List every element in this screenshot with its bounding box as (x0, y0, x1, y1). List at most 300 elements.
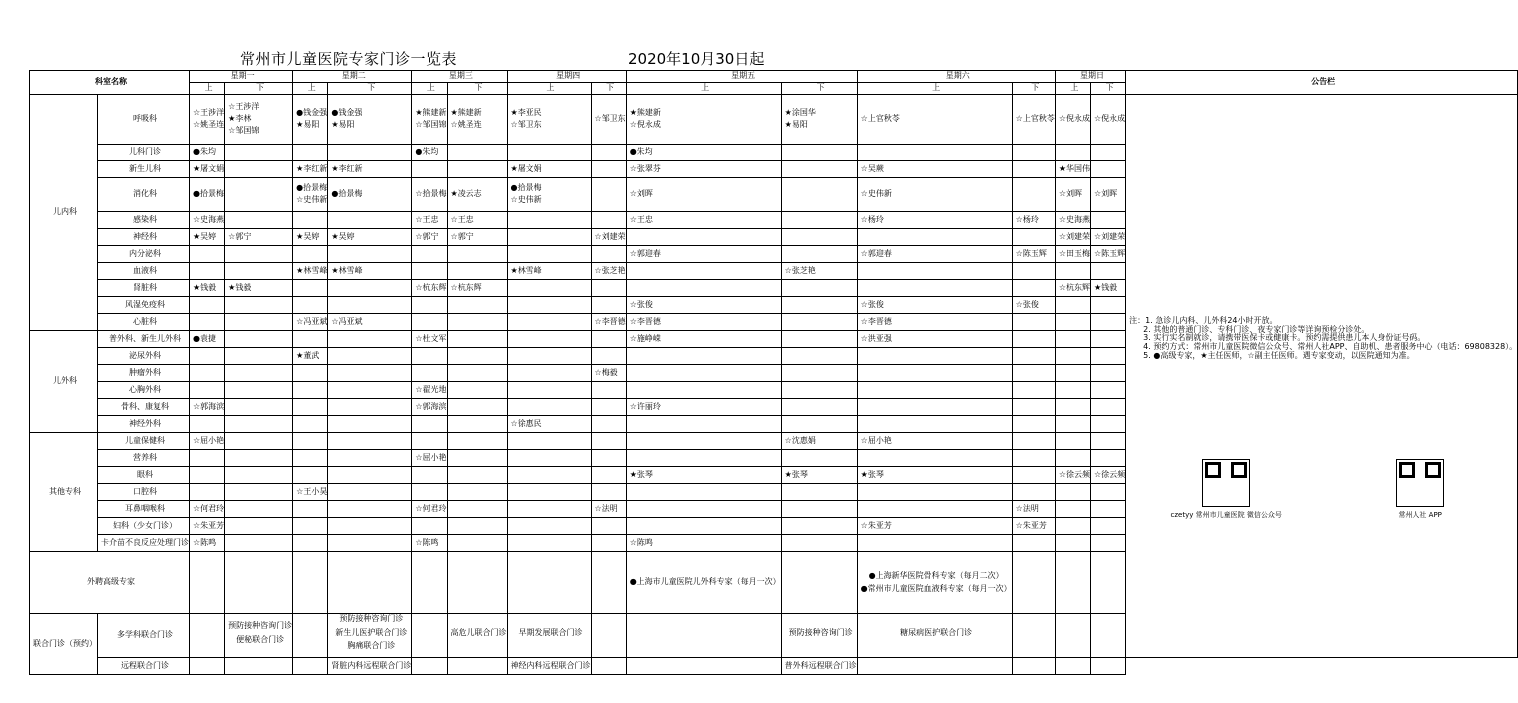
schedule-cell (1055, 314, 1090, 331)
schedule-cell (591, 365, 626, 382)
schedule-cell (1091, 365, 1126, 382)
am-header: 上 (507, 83, 591, 95)
dept-name: 儿科门诊 (98, 145, 190, 161)
pm-header: 下 (591, 83, 626, 95)
schedule-cell (225, 331, 293, 348)
schedule-cell (328, 433, 412, 450)
schedule-cell (447, 178, 507, 212)
dept-name: 消化科 (98, 178, 190, 212)
schedule-cell (1091, 229, 1126, 246)
pm-header: 下 (781, 83, 857, 95)
schedule-cell (626, 416, 781, 433)
schedule-cell (626, 331, 781, 348)
schedule-cell (447, 535, 507, 552)
schedule-cell (412, 484, 447, 501)
schedule-cell (507, 501, 591, 518)
schedule-cell (328, 280, 412, 297)
schedule-cell (857, 161, 1012, 178)
schedule-cell (225, 365, 293, 382)
external-expert: ●上海新华医院骨科专家（每月二次） (868, 570, 1004, 580)
qr-caption: 常州人社 APP (1398, 510, 1442, 519)
pm-header: 下 (1091, 83, 1126, 95)
doctor-name: ☆郭宁 (228, 231, 252, 241)
doctor-name: ★李红新 (331, 163, 363, 173)
schedule-cell (328, 145, 412, 161)
schedule-cell (447, 450, 507, 467)
schedule-cell (225, 212, 293, 229)
schedule-cell (591, 382, 626, 399)
wechat-qr (1170, 459, 1282, 519)
schedule-cell (328, 501, 412, 518)
schedule-cell (1055, 95, 1090, 145)
schedule-cell (447, 365, 507, 382)
schedule-cell (412, 535, 447, 552)
doctor-name: ☆上官秋苓 (1015, 114, 1055, 124)
doctor-name: ★林雪峰 (331, 265, 363, 275)
schedule-cell (225, 297, 293, 314)
schedule-cell (293, 348, 328, 365)
doctor-name: ☆刘晖 (1094, 189, 1118, 199)
schedule-cell (190, 246, 225, 263)
dept-name: 口腔科 (98, 484, 190, 501)
schedule-cell (1091, 178, 1126, 212)
schedule-cell (447, 518, 507, 535)
schedule-cell (328, 399, 412, 416)
dept-name: 神经外科 (98, 416, 190, 433)
schedule-cell (293, 161, 328, 178)
schedule-cell (190, 416, 225, 433)
schedule-cell (591, 399, 626, 416)
schedule-cell (1055, 518, 1090, 535)
schedule-cell (857, 263, 1012, 280)
schedule-cell (328, 365, 412, 382)
schedule-cell (1055, 501, 1090, 518)
doctor-name: ●袁捷 (193, 333, 216, 343)
dept-name: 感染科 (98, 212, 190, 229)
am-header: 上 (626, 83, 781, 95)
schedule-cell (591, 552, 626, 614)
doctor-name: ★熊建新 (629, 108, 661, 118)
schedule-cell (1055, 433, 1090, 450)
multi-label: 多学科联合门诊 (98, 614, 190, 658)
schedule-cell (591, 484, 626, 501)
schedule-cell (626, 433, 781, 450)
schedule-cell (507, 178, 591, 212)
qr-code-icon (1202, 459, 1250, 507)
schedule-cell (507, 331, 591, 348)
doctor-name: ☆上官秋苓 (860, 114, 900, 124)
schedule-cell (591, 450, 626, 467)
doctor-name: ☆杭东辉 (1058, 282, 1090, 292)
schedule-cell (328, 246, 412, 263)
joint-clinic: 新生儿医护联合门诊 (335, 627, 408, 637)
schedule-cell (781, 212, 857, 229)
doctor-name: ☆郭海滨 (415, 401, 447, 411)
schedule-cell (225, 518, 293, 535)
schedule-cell (190, 95, 225, 145)
doctor-name: ★张琴 (784, 469, 808, 479)
schedule-cell (1091, 552, 1126, 614)
schedule-cell (507, 212, 591, 229)
notice-line: 4. 预约方式：常州市儿童医院微信公众号、常州人社APP、自助机、患者服务中心（电话：69808328）。 (1143, 342, 1518, 352)
qr-code-icon (1396, 459, 1444, 507)
doctor-name: ☆陈鸣 (415, 537, 439, 547)
schedule-cell (591, 212, 626, 229)
schedule-cell (1055, 263, 1090, 280)
doctor-name: ★李林 (228, 114, 252, 124)
schedule-cell (507, 518, 591, 535)
schedule-cell (1012, 501, 1055, 518)
doctor-name: ☆杨玲 (1015, 214, 1039, 224)
schedule-cell (412, 348, 447, 365)
doctor-name: ●朱均 (629, 147, 653, 157)
schedule-cell (1012, 229, 1055, 246)
remote-clinic: 肾脏内科远程联合门诊 (331, 660, 412, 670)
doctor-name: ☆刘建荣 (594, 231, 626, 241)
schedule-cell (591, 348, 626, 365)
schedule-cell (781, 297, 857, 314)
schedule-cell (781, 484, 857, 501)
schedule-cell (626, 484, 781, 501)
schedule-cell (857, 212, 1012, 229)
schedule-cell (1055, 365, 1090, 382)
schedule-cell (328, 467, 412, 484)
schedule-cell (225, 178, 293, 212)
doctor-name: ☆施峥嵘 (629, 333, 661, 343)
doctor-name: ☆冯亚斌 (296, 316, 328, 326)
schedule-cell (781, 501, 857, 518)
schedule-cell (857, 246, 1012, 263)
schedule-cell (1012, 331, 1055, 348)
doctor-name: ☆法明 (594, 503, 618, 513)
schedule-cell (626, 552, 781, 614)
schedule-cell (293, 518, 328, 535)
external-expert: ●上海市儿童医院儿外科专家（每月一次） (629, 577, 781, 587)
schedule-cell (412, 314, 447, 331)
schedule-cell (1012, 178, 1055, 212)
schedule-cell (1091, 450, 1126, 467)
schedule-cell (781, 399, 857, 416)
schedule-cell (626, 501, 781, 518)
doctor-name: ☆倪永成 (629, 120, 661, 129)
schedule-cell (447, 399, 507, 416)
schedule-cell (225, 399, 293, 416)
schedule-cell (507, 280, 591, 297)
schedule-cell (1055, 229, 1090, 246)
qr-caption: czetyy 常州市儿童医院 微信公众号 (1170, 510, 1282, 519)
schedule-cell (190, 433, 225, 450)
schedule-cell (781, 229, 857, 246)
doctor-name: ★熊建新 (450, 108, 482, 118)
schedule-cell (1091, 246, 1126, 263)
dept-name: 妇科（少女门诊） (98, 518, 190, 535)
doctor-name: ☆冯亚斌 (331, 316, 363, 326)
schedule-cell (1055, 212, 1090, 229)
schedule-cell (293, 178, 328, 212)
schedule-cell (190, 658, 225, 675)
schedule-cell (293, 314, 328, 331)
schedule-cell (1055, 484, 1090, 501)
schedule-cell (857, 518, 1012, 535)
dept-name: 儿童保健科 (98, 433, 190, 450)
remote-row (30, 658, 1518, 675)
schedule-cell (293, 95, 328, 145)
schedule-cell (293, 365, 328, 382)
doctor-name: ☆朱亚芳 (193, 520, 225, 530)
schedule-cell (190, 399, 225, 416)
schedule-cell (1012, 552, 1055, 614)
schedule-cell (1055, 297, 1090, 314)
schedule-cell (328, 297, 412, 314)
doctor-name: ☆张芝艳 (594, 265, 626, 275)
schedule-cell (190, 297, 225, 314)
notice-header: 公告栏 (1126, 71, 1518, 95)
schedule-cell (225, 467, 293, 484)
doctor-name: ☆刘建荣 (1094, 231, 1126, 241)
schedule-cell (328, 552, 412, 614)
schedule-cell (328, 161, 412, 178)
schedule-cell (328, 614, 412, 658)
doctor-name: ☆邹卫东 (594, 114, 626, 124)
schedule-cell (1091, 145, 1126, 161)
schedule-cell (328, 314, 412, 331)
schedule-cell (447, 95, 507, 145)
schedule-cell (412, 467, 447, 484)
group-label-internal: 儿内科 (30, 95, 98, 331)
doctor-name: ☆拾景梅 (415, 189, 447, 199)
schedule-cell (857, 229, 1012, 246)
doctor-name: ☆姚圣连 (193, 120, 225, 129)
day-header: 星期二 (293, 71, 412, 83)
doctor-name: ☆邹卫东 (510, 120, 542, 129)
schedule-cell (857, 552, 1012, 614)
schedule-cell (781, 178, 857, 212)
schedule-cell (225, 658, 293, 675)
schedule-cell (626, 658, 781, 675)
schedule-cell (1091, 280, 1126, 297)
schedule-cell (447, 501, 507, 518)
schedule-cell (447, 229, 507, 246)
schedule-cell (328, 535, 412, 552)
schedule-cell (293, 229, 328, 246)
schedule-cell (293, 212, 328, 229)
doctor-name: ☆王忠 (450, 214, 474, 224)
schedule-cell (1012, 450, 1055, 467)
schedule-cell (626, 280, 781, 297)
schedule-cell (1012, 484, 1055, 501)
schedule-cell (1012, 161, 1055, 178)
doctor-name: ●钱金强 (331, 108, 363, 118)
schedule-cell (225, 314, 293, 331)
schedule-cell (507, 161, 591, 178)
schedule-cell (591, 297, 626, 314)
schedule-cell (1055, 280, 1090, 297)
schedule-cell (447, 145, 507, 161)
schedule-cell (328, 416, 412, 433)
schedule-cell (447, 433, 507, 450)
external-expert: ●常州市儿童医院血液科专家（每月一次） (860, 583, 1012, 593)
schedule-cell (447, 614, 507, 658)
app-qr (1385, 459, 1455, 519)
doctor-name: ★涂国华 (784, 108, 816, 118)
schedule-cell (1091, 484, 1126, 501)
doctor-name: ☆李晋德 (594, 316, 626, 326)
schedule-cell (1091, 535, 1126, 552)
schedule-cell (781, 280, 857, 297)
schedule-cell (293, 399, 328, 416)
schedule-cell (412, 501, 447, 518)
doctor-name: ☆吴蕨 (860, 163, 884, 173)
schedule-cell (412, 365, 447, 382)
schedule-cell (626, 348, 781, 365)
doctor-name: ☆郭迎春 (629, 248, 661, 258)
schedule-cell (412, 246, 447, 263)
schedule-cell (591, 501, 626, 518)
schedule-cell (190, 535, 225, 552)
schedule-cell (1012, 145, 1055, 161)
dept-name: 血液科 (98, 263, 190, 280)
schedule-cell (857, 658, 1012, 675)
doctor-name: ☆张俊 (1015, 299, 1039, 309)
schedule-cell (1091, 331, 1126, 348)
doctor-name: ☆倪永成 (1058, 114, 1090, 124)
schedule-cell (1091, 212, 1126, 229)
schedule-cell (225, 552, 293, 614)
schedule-cell (857, 95, 1012, 145)
schedule-cell (1091, 95, 1126, 145)
doctor-name: ★钱毅 (1094, 282, 1118, 292)
page-title: 常州市儿童医院专家门诊一览表 (240, 50, 458, 68)
schedule-cell (293, 416, 328, 433)
schedule-cell (328, 263, 412, 280)
schedule-cell (857, 280, 1012, 297)
schedule-cell (507, 484, 591, 501)
schedule-cell (412, 399, 447, 416)
doctor-name: ☆郭宁 (415, 231, 439, 241)
schedule-cell (447, 552, 507, 614)
doctor-name: ☆杨玲 (860, 214, 884, 224)
schedule-cell (507, 95, 591, 145)
schedule-cell (781, 518, 857, 535)
schedule-cell (626, 229, 781, 246)
am-header: 上 (412, 83, 447, 95)
schedule-cell (190, 484, 225, 501)
schedule-cell (328, 331, 412, 348)
schedule-cell (857, 614, 1012, 658)
doctor-name: ☆朱亚芳 (860, 520, 892, 530)
schedule-cell (857, 145, 1012, 161)
schedule-cell (1012, 382, 1055, 399)
effective-date: 2020年10月30日起 (628, 50, 765, 68)
doctor-name: ●拾景梅 (296, 183, 328, 193)
schedule-cell (1091, 658, 1126, 675)
doctor-name: ●朱均 (415, 147, 439, 157)
schedule-cell (412, 552, 447, 614)
doctor-name: ★凌云志 (450, 189, 482, 199)
schedule-cell (412, 433, 447, 450)
schedule-cell (293, 535, 328, 552)
doctor-name: ★吴婷 (296, 231, 320, 241)
doctor-name: ☆史海燕 (1058, 214, 1090, 224)
doctor-name: ★钱毅 (193, 282, 217, 292)
schedule-cell (1012, 212, 1055, 229)
schedule-cell (857, 297, 1012, 314)
doctor-name: ☆何君玲 (193, 503, 225, 513)
schedule-cell (507, 433, 591, 450)
schedule-cell (293, 246, 328, 263)
schedule-cell (412, 450, 447, 467)
schedule-cell (1012, 280, 1055, 297)
schedule-cell (190, 552, 225, 614)
notice-line: 3. 实行实名制就诊，请携带医保卡或健康卡。预约需提供患儿本人身份证号码。 (1143, 333, 1426, 343)
remote-clinic: 普外科远程联合门诊 (784, 660, 857, 670)
schedule-cell (447, 297, 507, 314)
schedule-cell (1012, 348, 1055, 365)
doctor-name: ☆陈鸣 (629, 537, 653, 547)
doctor-name: ☆郭宁 (450, 231, 474, 241)
schedule-cell (1012, 263, 1055, 280)
schedule-cell (412, 382, 447, 399)
doctor-name: ☆史伟新 (296, 195, 328, 204)
schedule-cell (591, 433, 626, 450)
schedule-cell (1091, 348, 1126, 365)
schedule-cell (781, 467, 857, 484)
am-header: 上 (857, 83, 1012, 95)
schedule-cell (190, 382, 225, 399)
schedule-cell (293, 297, 328, 314)
doctor-name: ☆姚圣连 (450, 120, 482, 129)
doctor-name: ☆杭东辉 (415, 282, 447, 292)
schedule-cell (591, 658, 626, 675)
schedule-cell (1055, 450, 1090, 467)
schedule-cell (1091, 518, 1126, 535)
schedule-cell (507, 467, 591, 484)
schedule-cell (1012, 399, 1055, 416)
doctor-name: ☆屈小艳 (193, 435, 225, 445)
schedule-cell (328, 518, 412, 535)
doctor-name: ☆张芝艳 (784, 265, 816, 275)
schedule-cell (857, 484, 1012, 501)
dept-name: 营养科 (98, 450, 190, 467)
schedule-cell (190, 314, 225, 331)
doctor-name: ●拾景梅 (510, 183, 542, 193)
doctor-name: ☆王涉洋 (193, 108, 225, 118)
schedule-cell (781, 161, 857, 178)
schedule-cell (225, 484, 293, 501)
schedule-cell (781, 348, 857, 365)
group-label-surgery: 儿外科 (30, 331, 98, 433)
pm-header: 下 (447, 83, 507, 95)
schedule-cell (1012, 518, 1055, 535)
schedule-cell (507, 535, 591, 552)
schedule-cell (781, 658, 857, 675)
joint-clinic: 预防接种咨询门诊 (228, 620, 293, 630)
group-label-other: 其他专科 (30, 433, 98, 552)
schedule-cell (293, 484, 328, 501)
schedule-cell (328, 178, 412, 212)
schedule-cell (1055, 331, 1090, 348)
notice-board (1126, 95, 1518, 658)
table-row (30, 95, 1518, 145)
doctor-name: ☆徐惠民 (510, 418, 542, 428)
group-label-joint: 联合门诊（预约） (30, 614, 98, 675)
schedule-cell (626, 297, 781, 314)
schedule-cell (1055, 658, 1090, 675)
schedule-cell (626, 178, 781, 212)
joint-clinic: 早期发展联合门诊 (518, 627, 583, 637)
dept-name: 普外科、新生儿外科 (98, 331, 190, 348)
schedule-cell (190, 263, 225, 280)
